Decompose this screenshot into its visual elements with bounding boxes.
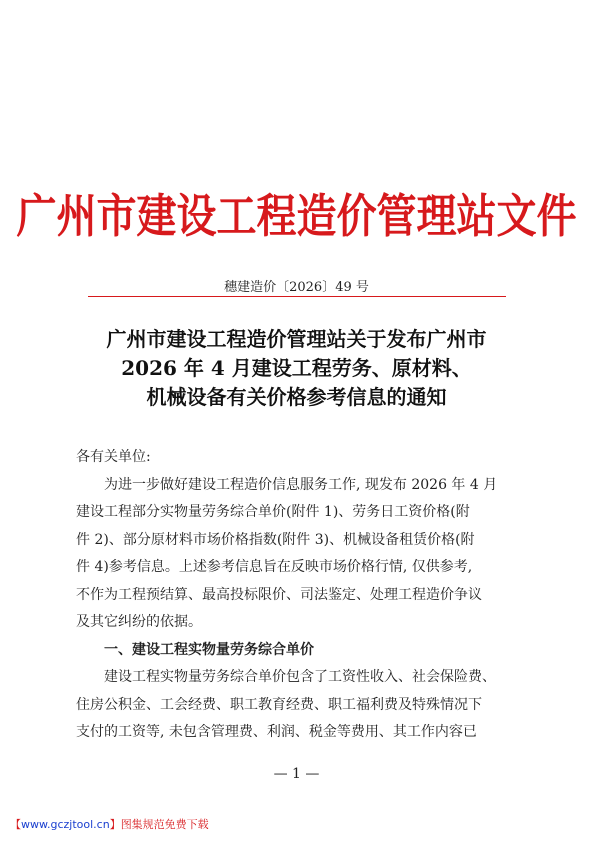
section-heading: 一、建设工程实物量劳务综合单价 — [104, 641, 314, 658]
paragraph-line: 为进一步做好建设工程造价信息服务工作, 现发布 2026 年 4 月 — [104, 476, 498, 493]
notice-title-line: 机械设备有关价格参考信息的通知 — [146, 385, 447, 409]
notice-title-line: 2026 年 4 月建设工程劳务、原材料、 — [121, 356, 472, 380]
paragraph-line: 支付的工资等, 未包含管理费、利润、税金等费用、其工作内容已 — [76, 724, 477, 740]
notice-title-line: 广州市建设工程造价管理站关于发布广州市 — [106, 327, 487, 351]
document-number: 穗建造价〔2026〕49 号 — [224, 280, 369, 295]
watermark-text: 图集规范免费下载 — [120, 818, 209, 831]
paragraph-line: 件 4)参考信息。上述参考信息旨在反映市场价格行情, 仅供参考, — [76, 559, 473, 575]
paragraph-line: 住房公积金、工会经费、职工教育经费、职工福利费及特殊情况下 — [76, 696, 482, 713]
paragraph-line: 建设工程实物量劳务综合单价包含了工资性收入、社会保险费、 — [104, 669, 496, 685]
red-divider-line — [88, 296, 506, 297]
paragraph-line: 建设工程部分实物量劳务综合单价(附件 1)、劳务日工资价格(附 — [76, 504, 470, 520]
watermark-bracket: 【 — [10, 818, 21, 831]
document-body — [76, 444, 520, 747]
watermark-site-link[interactable]: www.gczjtool.cn — [21, 818, 110, 831]
paragraph-line: 不作为工程预结算、最高投标限价、司法鉴定、处理工程造价争议 — [76, 586, 482, 603]
notice-title — [0, 325, 593, 412]
agency-title: 广州市建设工程造价管理站文件 — [16, 189, 577, 244]
paragraph-line: 件 2)、部分原材料市场价格指数(附件 3)、机械设备租赁价格(附 — [76, 531, 475, 548]
page-number: — 1 — — [273, 766, 320, 782]
watermark-bracket: 】 — [109, 818, 121, 831]
salutation: 各有关单位: — [76, 449, 151, 465]
download-watermark — [10, 816, 209, 832]
paragraph-line: 及其它纠纷的依据。 — [76, 614, 202, 630]
